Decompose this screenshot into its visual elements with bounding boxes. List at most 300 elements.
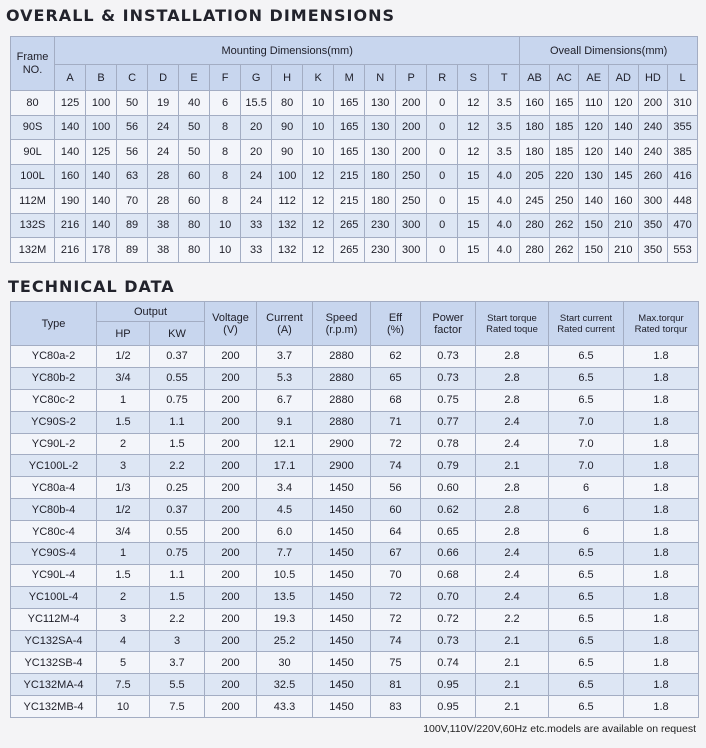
dimension-cell: 28 — [148, 189, 179, 214]
motor-type-cell: YC132SA-4 — [11, 630, 97, 652]
technical-cell: 0.79 — [421, 455, 476, 477]
technical-cell: 0.73 — [421, 346, 476, 368]
dimension-cell: 230 — [365, 238, 396, 263]
technical-row — [11, 346, 699, 368]
dimensions-body — [11, 91, 698, 263]
dimension-cell: 190 — [55, 189, 86, 214]
technical-cell: 2.1 — [476, 630, 549, 652]
technical-cell: 2.4 — [476, 411, 549, 433]
dimension-column-headers — [11, 65, 698, 91]
dimension-column-header: N — [365, 65, 396, 91]
technical-cell: 2.8 — [476, 499, 549, 521]
start-torque-header-line1: Start torque — [487, 312, 537, 324]
dimension-cell: 10 — [303, 91, 334, 116]
technical-cell: 74 — [371, 455, 421, 477]
technical-cell: 1.1 — [150, 411, 205, 433]
dimension-cell: 33 — [241, 238, 272, 263]
technical-cell: 43.3 — [257, 696, 313, 718]
dimension-column-header: AD — [609, 65, 639, 91]
technical-cell: 2.4 — [476, 543, 549, 565]
kw-header: KW — [150, 322, 205, 346]
technical-cell: 2.1 — [476, 652, 549, 674]
technical-cell: 12.1 — [257, 433, 313, 455]
dimension-cell: 300 — [638, 189, 668, 214]
dimension-cell: 33 — [241, 213, 272, 238]
technical-cell: 68 — [371, 389, 421, 411]
frame-number-cell: 90S — [11, 115, 55, 140]
technical-cell: 200 — [205, 389, 257, 411]
dimension-column-header: C — [117, 65, 148, 91]
technical-cell: 7.7 — [257, 543, 313, 565]
start-torque-header — [476, 302, 549, 346]
motor-type-cell: YC80c-2 — [11, 389, 97, 411]
dimension-cell: 6 — [210, 91, 241, 116]
mounting-dimensions-header: Mounting Dimensions(mm) — [55, 37, 520, 65]
technical-cell: 74 — [371, 630, 421, 652]
dimension-cell: 15 — [458, 164, 489, 189]
technical-cell: 1.8 — [624, 411, 699, 433]
technical-cell: 0.66 — [421, 543, 476, 565]
technical-cell: 6.5 — [549, 367, 624, 389]
technical-cell: 1.5 — [150, 586, 205, 608]
technical-cell: 3.7 — [150, 652, 205, 674]
technical-cell: 9.1 — [257, 411, 313, 433]
technical-cell: 1.8 — [624, 477, 699, 499]
technical-cell: 0.55 — [150, 521, 205, 543]
dimension-cell: 416 — [668, 164, 698, 189]
dimension-cell: 100 — [272, 164, 303, 189]
technical-row — [11, 455, 699, 477]
dimension-cell: 250 — [396, 189, 427, 214]
technical-cell: 1450 — [313, 521, 371, 543]
technical-cell: 0.60 — [421, 477, 476, 499]
technical-cell: 10.5 — [257, 564, 313, 586]
technical-row — [11, 696, 699, 718]
dimension-column-header: AB — [520, 65, 550, 91]
frame-number-cell: 132M — [11, 238, 55, 263]
current-header — [257, 302, 313, 346]
dimension-column-header: B — [86, 65, 117, 91]
technical-cell: 3 — [97, 455, 150, 477]
technical-row — [11, 652, 699, 674]
dimension-cell: 470 — [668, 213, 698, 238]
dimension-cell: 245 — [520, 189, 550, 214]
technical-cell: 5 — [97, 652, 150, 674]
technical-row — [11, 564, 699, 586]
technical-row — [11, 477, 699, 499]
dimension-cell: 205 — [520, 164, 550, 189]
output-header: Output — [97, 302, 205, 322]
technical-row — [11, 630, 699, 652]
dimension-cell: 15 — [458, 238, 489, 263]
dimension-cell: 63 — [117, 164, 148, 189]
dimension-cell: 80 — [179, 213, 210, 238]
dimension-cell: 180 — [520, 140, 550, 165]
technical-row — [11, 499, 699, 521]
technical-cell: 64 — [371, 521, 421, 543]
technical-cell: 7.0 — [549, 455, 624, 477]
technical-cell: 0.75 — [150, 389, 205, 411]
dimension-cell: 3.5 — [489, 115, 520, 140]
dimension-cell: 160 — [55, 164, 86, 189]
dimension-column-header: F — [210, 65, 241, 91]
technical-cell: 2.1 — [476, 455, 549, 477]
technical-cell: 1450 — [313, 674, 371, 696]
technical-cell: 200 — [205, 367, 257, 389]
dimension-cell: 230 — [365, 213, 396, 238]
start-current-header-line2: Rated current — [557, 323, 615, 335]
frame-number-cell: 132S — [11, 213, 55, 238]
dimension-column-header: AE — [579, 65, 609, 91]
dimension-cell: 120 — [609, 91, 639, 116]
dimension-row — [11, 238, 698, 263]
type-header: Type — [11, 302, 97, 346]
technical-cell: 0.77 — [421, 411, 476, 433]
start-current-header-line1: Start current — [559, 312, 613, 324]
dimension-cell: 4.0 — [489, 238, 520, 263]
technical-cell: 1/2 — [97, 499, 150, 521]
technical-row — [11, 608, 699, 630]
technical-cell: 6 — [549, 499, 624, 521]
technical-cell: 1.8 — [624, 389, 699, 411]
technical-cell: 1/2 — [97, 346, 150, 368]
technical-cell: 4.5 — [257, 499, 313, 521]
dimension-cell: 350 — [638, 213, 668, 238]
technical-cell: 1450 — [313, 696, 371, 718]
technical-cell: 60 — [371, 499, 421, 521]
technical-cell: 0.55 — [150, 367, 205, 389]
dimension-cell: 125 — [86, 140, 117, 165]
hp-header: HP — [97, 322, 150, 346]
technical-cell: 1450 — [313, 543, 371, 565]
motor-type-cell: YC100L-4 — [11, 586, 97, 608]
motor-type-cell: YC80a-2 — [11, 346, 97, 368]
dimension-cell: 216 — [55, 213, 86, 238]
technical-cell: 70 — [371, 564, 421, 586]
technical-cell: 0.73 — [421, 367, 476, 389]
dimension-cell: 185 — [549, 140, 579, 165]
technical-cell: 1450 — [313, 564, 371, 586]
technical-cell: 6.5 — [549, 389, 624, 411]
eff-header — [371, 302, 421, 346]
technical-cell: 0.37 — [150, 346, 205, 368]
technical-cell: 19.3 — [257, 608, 313, 630]
dimension-cell: 12 — [458, 91, 489, 116]
dimension-column-header: G — [241, 65, 272, 91]
start-torque-header-line2: Rated toque — [486, 323, 538, 335]
dimension-cell: 12 — [303, 164, 334, 189]
technical-title: TECHNICAL DATA — [8, 277, 175, 296]
pf-header-line2: factor — [434, 323, 462, 336]
technical-cell: 200 — [205, 411, 257, 433]
speed-header-line2: (r.p.m) — [325, 323, 358, 336]
motor-type-cell: YC132MB-4 — [11, 696, 97, 718]
technical-cell: 5.3 — [257, 367, 313, 389]
technical-cell: 0.65 — [421, 521, 476, 543]
technical-cell: 2880 — [313, 346, 371, 368]
technical-cell: 2900 — [313, 433, 371, 455]
technical-cell: 13.5 — [257, 586, 313, 608]
motor-type-cell: YC90S-4 — [11, 543, 97, 565]
dimension-cell: 3.5 — [489, 140, 520, 165]
technical-cell: 2.2 — [150, 608, 205, 630]
dimension-cell: 10 — [210, 238, 241, 263]
technical-cell: 0.62 — [421, 499, 476, 521]
technical-cell: 71 — [371, 411, 421, 433]
technical-row — [11, 389, 699, 411]
dimension-cell: 262 — [549, 213, 579, 238]
technical-cell: 62 — [371, 346, 421, 368]
dimension-cell: 50 — [179, 115, 210, 140]
technical-cell: 7.5 — [150, 696, 205, 718]
motor-type-cell: YC80a-4 — [11, 477, 97, 499]
dimension-cell: 3.5 — [489, 91, 520, 116]
technical-cell: 2900 — [313, 455, 371, 477]
dimension-cell: 130 — [365, 91, 396, 116]
dimension-row — [11, 91, 698, 116]
dimensions-table — [10, 36, 698, 263]
dimension-cell: 140 — [86, 189, 117, 214]
dimension-cell: 553 — [668, 238, 698, 263]
dimension-cell: 280 — [520, 238, 550, 263]
dimension-cell: 15.5 — [241, 91, 272, 116]
technical-cell: 1.8 — [624, 652, 699, 674]
dimension-cell: 8 — [210, 140, 241, 165]
technical-cell: 72 — [371, 586, 421, 608]
dimension-cell: 165 — [334, 115, 365, 140]
technical-cell: 7.0 — [549, 433, 624, 455]
dimension-cell: 10 — [303, 140, 334, 165]
dimension-cell: 0 — [427, 238, 458, 263]
technical-cell: 3.4 — [257, 477, 313, 499]
technical-cell: 72 — [371, 433, 421, 455]
dimension-row — [11, 115, 698, 140]
technical-cell: 6 — [549, 521, 624, 543]
dimension-cell: 200 — [396, 115, 427, 140]
frame-number-cell: 100L — [11, 164, 55, 189]
technical-table — [10, 301, 699, 718]
dimension-cell: 80 — [179, 238, 210, 263]
dimension-cell: 140 — [55, 115, 86, 140]
technical-cell: 65 — [371, 367, 421, 389]
dimension-cell: 8 — [210, 115, 241, 140]
dimension-column-header: M — [334, 65, 365, 91]
technical-cell: 30 — [257, 652, 313, 674]
technical-cell: 1.5 — [97, 564, 150, 586]
motor-type-cell: YC112M-4 — [11, 608, 97, 630]
dimension-cell: 0 — [427, 213, 458, 238]
eff-header-line2: (%) — [386, 323, 405, 336]
technical-cell: 0.74 — [421, 652, 476, 674]
dimension-cell: 50 — [179, 140, 210, 165]
technical-cell: 200 — [205, 630, 257, 652]
technical-cell: 6.5 — [549, 674, 624, 696]
technical-cell: 6.5 — [549, 586, 624, 608]
dimensions-title: OVERALL & INSTALLATION DIMENSIONS — [6, 6, 396, 25]
dimension-cell: 70 — [117, 189, 148, 214]
dimension-cell: 355 — [668, 115, 698, 140]
technical-cell: 6.5 — [549, 543, 624, 565]
power-factor-header — [421, 302, 476, 346]
dimension-cell: 210 — [609, 213, 639, 238]
technical-cell: 1.8 — [624, 346, 699, 368]
technical-cell: 200 — [205, 499, 257, 521]
technical-cell: 2.1 — [476, 696, 549, 718]
dimension-cell: 4.0 — [489, 213, 520, 238]
technical-cell: 6.5 — [549, 630, 624, 652]
frame-header: Frame NO. — [11, 37, 55, 91]
dimension-cell: 12 — [458, 140, 489, 165]
dimension-cell: 250 — [549, 189, 579, 214]
dimension-cell: 350 — [638, 238, 668, 263]
dimension-cell: 15 — [458, 213, 489, 238]
dimension-cell: 130 — [365, 140, 396, 165]
technical-cell: 2.2 — [476, 608, 549, 630]
dimension-cell: 150 — [579, 238, 609, 263]
dimension-cell: 210 — [609, 238, 639, 263]
dimension-cell: 56 — [117, 115, 148, 140]
motor-type-cell: YC90L-2 — [11, 433, 97, 455]
pf-header-line1: Power — [432, 311, 464, 324]
technical-cell: 200 — [205, 543, 257, 565]
dimension-cell: 132 — [272, 213, 303, 238]
technical-cell: 1450 — [313, 608, 371, 630]
motor-type-cell: YC100L-2 — [11, 455, 97, 477]
dimension-column-header: A — [55, 65, 86, 91]
technical-cell: 6.7 — [257, 389, 313, 411]
technical-cell: 2.8 — [476, 367, 549, 389]
technical-cell: 32.5 — [257, 674, 313, 696]
motor-type-cell: YC132SB-4 — [11, 652, 97, 674]
dimension-cell: 250 — [396, 164, 427, 189]
max-torque-header-line1: Max.torqur — [638, 312, 684, 324]
dimension-cell: 12 — [303, 238, 334, 263]
dimension-cell: 0 — [427, 115, 458, 140]
dimension-cell: 80 — [272, 91, 303, 116]
technical-cell: 6 — [549, 477, 624, 499]
technical-cell: 5.5 — [150, 674, 205, 696]
technical-cell: 1.8 — [624, 433, 699, 455]
dimension-cell: 10 — [210, 213, 241, 238]
dimension-cell: 140 — [86, 213, 117, 238]
dimension-cell: 185 — [549, 115, 579, 140]
dimension-cell: 20 — [241, 140, 272, 165]
dimension-cell: 200 — [638, 91, 668, 116]
dimension-cell: 140 — [579, 189, 609, 214]
dimension-cell: 90 — [272, 115, 303, 140]
dimension-cell: 0 — [427, 189, 458, 214]
technical-row — [11, 521, 699, 543]
technical-cell: 0.75 — [150, 543, 205, 565]
technical-cell: 200 — [205, 586, 257, 608]
dimension-cell: 385 — [668, 140, 698, 165]
motor-type-cell: YC80b-2 — [11, 367, 97, 389]
dimension-cell: 24 — [148, 140, 179, 165]
dimension-cell: 265 — [334, 238, 365, 263]
technical-cell: 0.78 — [421, 433, 476, 455]
dimension-cell: 216 — [55, 238, 86, 263]
technical-row — [11, 543, 699, 565]
dimension-cell: 4.0 — [489, 164, 520, 189]
dimension-row — [11, 140, 698, 165]
technical-cell: 75 — [371, 652, 421, 674]
technical-row — [11, 433, 699, 455]
technical-cell: 0.72 — [421, 608, 476, 630]
dimension-cell: 130 — [365, 115, 396, 140]
dimension-cell: 12 — [303, 189, 334, 214]
technical-cell: 1.8 — [624, 543, 699, 565]
dimension-column-header: P — [396, 65, 427, 91]
technical-cell: 200 — [205, 477, 257, 499]
dimension-cell: 132 — [272, 238, 303, 263]
dimension-cell: 19 — [148, 91, 179, 116]
technical-cell: 1.8 — [624, 455, 699, 477]
technical-cell: 81 — [371, 674, 421, 696]
dimension-cell: 24 — [148, 115, 179, 140]
technical-cell: 1.8 — [624, 608, 699, 630]
dimension-cell: 120 — [579, 140, 609, 165]
dimension-cell: 262 — [549, 238, 579, 263]
current-header-line1: Current — [266, 311, 303, 324]
dimension-cell: 24 — [241, 189, 272, 214]
technical-cell: 1 — [97, 543, 150, 565]
technical-cell: 2 — [97, 433, 150, 455]
technical-cell: 2.8 — [476, 346, 549, 368]
technical-cell: 2880 — [313, 389, 371, 411]
dimension-cell: 240 — [638, 140, 668, 165]
dimension-cell: 310 — [668, 91, 698, 116]
dimension-cell: 20 — [241, 115, 272, 140]
motor-type-cell: YC90L-4 — [11, 564, 97, 586]
technical-cell: 0.95 — [421, 674, 476, 696]
technical-cell: 0.75 — [421, 389, 476, 411]
technical-cell: 200 — [205, 564, 257, 586]
dimension-row — [11, 189, 698, 214]
technical-row — [11, 411, 699, 433]
technical-cell: 200 — [205, 696, 257, 718]
technical-cell: 1/3 — [97, 477, 150, 499]
dimension-cell: 165 — [334, 91, 365, 116]
dimension-cell: 140 — [55, 140, 86, 165]
dimension-cell: 140 — [609, 115, 639, 140]
technical-cell: 200 — [205, 346, 257, 368]
technical-cell: 17.1 — [257, 455, 313, 477]
dimension-cell: 90 — [272, 140, 303, 165]
technical-cell: 0.73 — [421, 630, 476, 652]
dimension-cell: 180 — [520, 115, 550, 140]
technical-cell: 56 — [371, 477, 421, 499]
dimension-cell: 0 — [427, 91, 458, 116]
dimension-cell: 38 — [148, 238, 179, 263]
technical-cell: 67 — [371, 543, 421, 565]
technical-cell: 200 — [205, 674, 257, 696]
dimension-cell: 215 — [334, 189, 365, 214]
dimension-cell: 300 — [396, 238, 427, 263]
frame-number-cell: 112M — [11, 189, 55, 214]
technical-cell: 0.25 — [150, 477, 205, 499]
technical-cell: 6.5 — [549, 346, 624, 368]
dimension-column-header: AC — [549, 65, 579, 91]
dimension-cell: 89 — [117, 213, 148, 238]
dimension-cell: 112 — [272, 189, 303, 214]
dimension-cell: 15 — [458, 189, 489, 214]
voltage-header-line2: (V) — [223, 323, 238, 336]
frame-number-cell: 80 — [11, 91, 55, 116]
dimension-cell: 240 — [638, 115, 668, 140]
technical-cell: 2880 — [313, 367, 371, 389]
dimension-cell: 180 — [365, 189, 396, 214]
technical-cell: 3/4 — [97, 521, 150, 543]
